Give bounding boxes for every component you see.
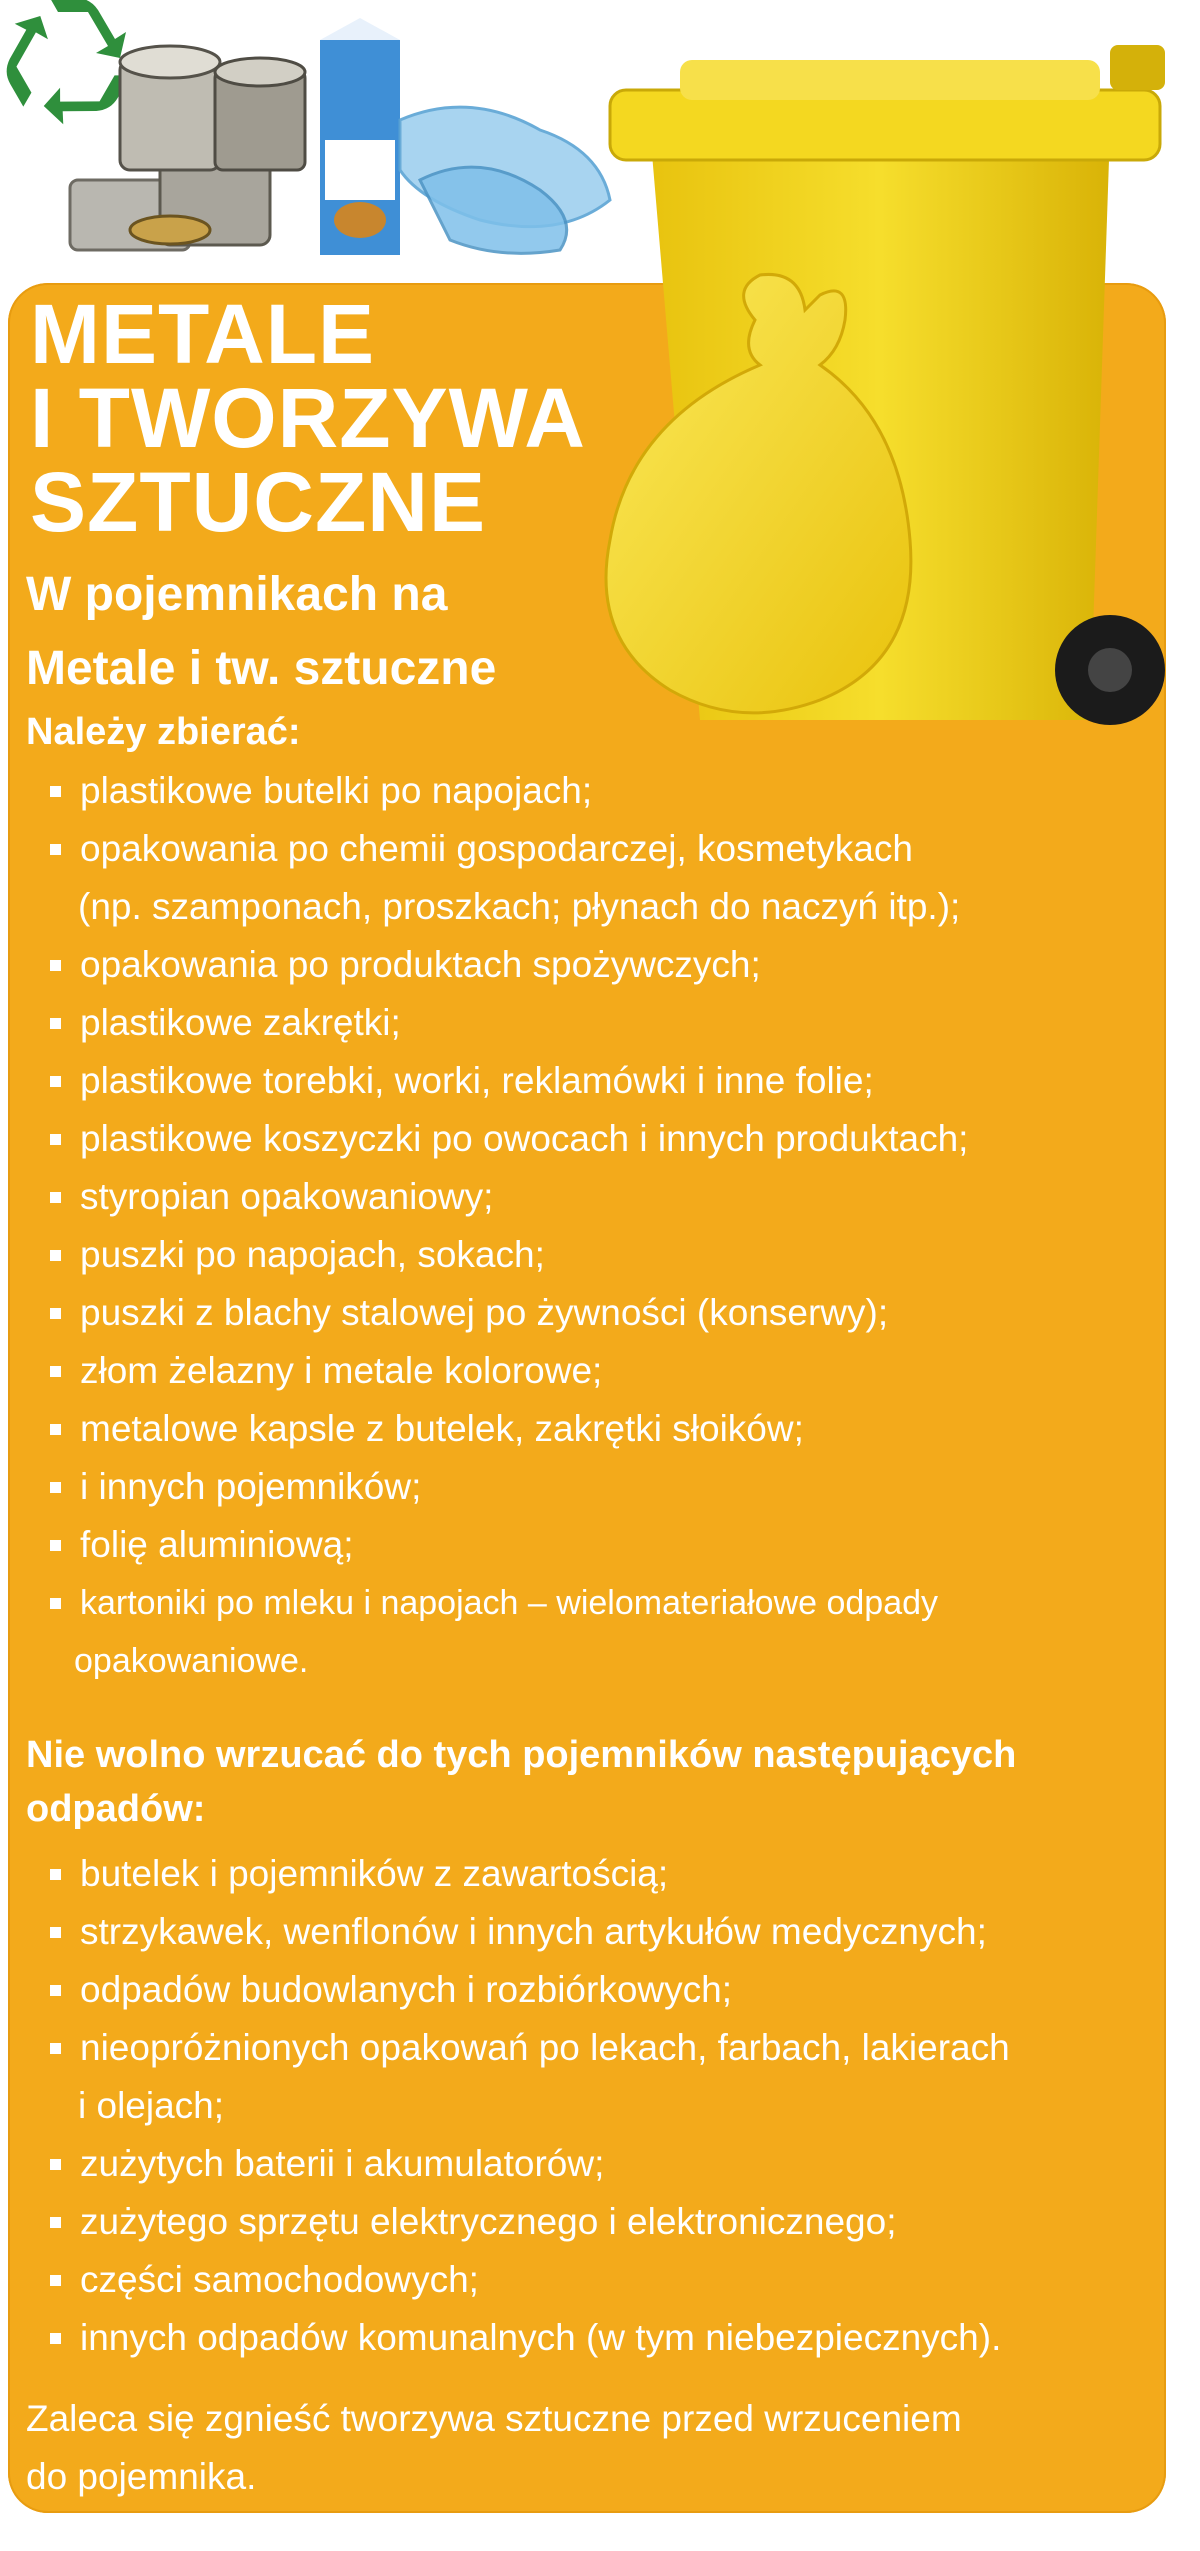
- list-item: folię aluminiową;: [0, 1516, 968, 1574]
- recycle-icon: [0, 0, 131, 141]
- list-item: zużytych baterii i akumulatorów;: [0, 2135, 1010, 2193]
- metal-cans-image: [70, 46, 305, 250]
- list-item-continuation: opakowaniowe.: [74, 1642, 309, 1680]
- allowed-list: [0, 762, 968, 1690]
- forbidden-list: [0, 1845, 1010, 2367]
- subtitle-line-2: Metale i tw. sztuczne: [26, 642, 497, 695]
- list-item: metalowe kapsle z butelek, zakrętki słoików;: [0, 1400, 968, 1458]
- list-item: puszki z blachy stalowej po żywności (konserwy);: [0, 1284, 968, 1342]
- subtitle: [26, 558, 726, 706]
- allowed-heading: Należy zbierać:: [26, 711, 301, 753]
- list-item: plastikowe torebki, worki, reklamówki i inne folie;: [0, 1052, 968, 1110]
- list-item: kartoniki po mleku i napojach – wielomateriałowe odpady opakowaniowe.: [0, 1574, 968, 1690]
- forbidden-heading: Nie wolno wrzucać do tych pojemników następujących odpadów:: [26, 1734, 1017, 1830]
- list-item: części samochodowych;: [0, 2251, 1010, 2309]
- list-item-continuation: (np. szamponach, proszkach; płynach do naczyń itp.);: [78, 886, 961, 927]
- list-item: zużytego sprzętu elektrycznego i elektronicznego;: [0, 2193, 1010, 2251]
- title-line-3: SZTUCZNE: [30, 455, 486, 549]
- list-item-continuation: i olejach;: [78, 2085, 225, 2126]
- page-title: [30, 287, 586, 549]
- list-item: opakowania po chemii gospodarczej, kosmetykach (np. szamponach, proszkach; płynach do naczyń itp.);: [0, 820, 968, 936]
- list-item: plastikowe butelki po napojach;: [0, 762, 968, 820]
- subtitle-line-1: W pojemnikach na: [26, 568, 448, 621]
- list-item: złom żelazny i metale kolorowe;: [0, 1342, 968, 1400]
- list-item: odpadów budowlanych i rozbiórkowych;: [0, 1961, 1010, 2019]
- list-item: innych odpadów komunalnych (w tym niebezpiecznych).: [0, 2309, 1010, 2367]
- list-item: plastikowe koszyczki po owocach i innych produktach;: [0, 1110, 968, 1168]
- list-item: opakowania po produktach spożywczych;: [0, 936, 968, 994]
- list-item: styropian opakowaniowy;: [0, 1168, 968, 1226]
- list-item: strzykawek, wenflonów i innych artykułów medycznych;: [0, 1903, 1010, 1961]
- list-item: plastikowe zakrętki;: [0, 994, 968, 1052]
- list-item: butelek i pojemników z zawartością;: [0, 1845, 1010, 1903]
- plastic-bottles-image: [320, 18, 610, 255]
- list-item: nieopróżnionych opakowań po lekach, farbach, lakierach i olejach;: [0, 2019, 1010, 2135]
- recommendation-note: Zaleca się zgnieść tworzywa sztuczne przed wrzuceniem do pojemnika.: [26, 2398, 962, 2497]
- list-item: i innych pojemników;: [0, 1458, 968, 1516]
- title-line-1: METALE: [30, 287, 376, 381]
- title-line-2: I TWORZYWA: [30, 371, 586, 465]
- list-item: puszki po napojach, sokach;: [0, 1226, 968, 1284]
